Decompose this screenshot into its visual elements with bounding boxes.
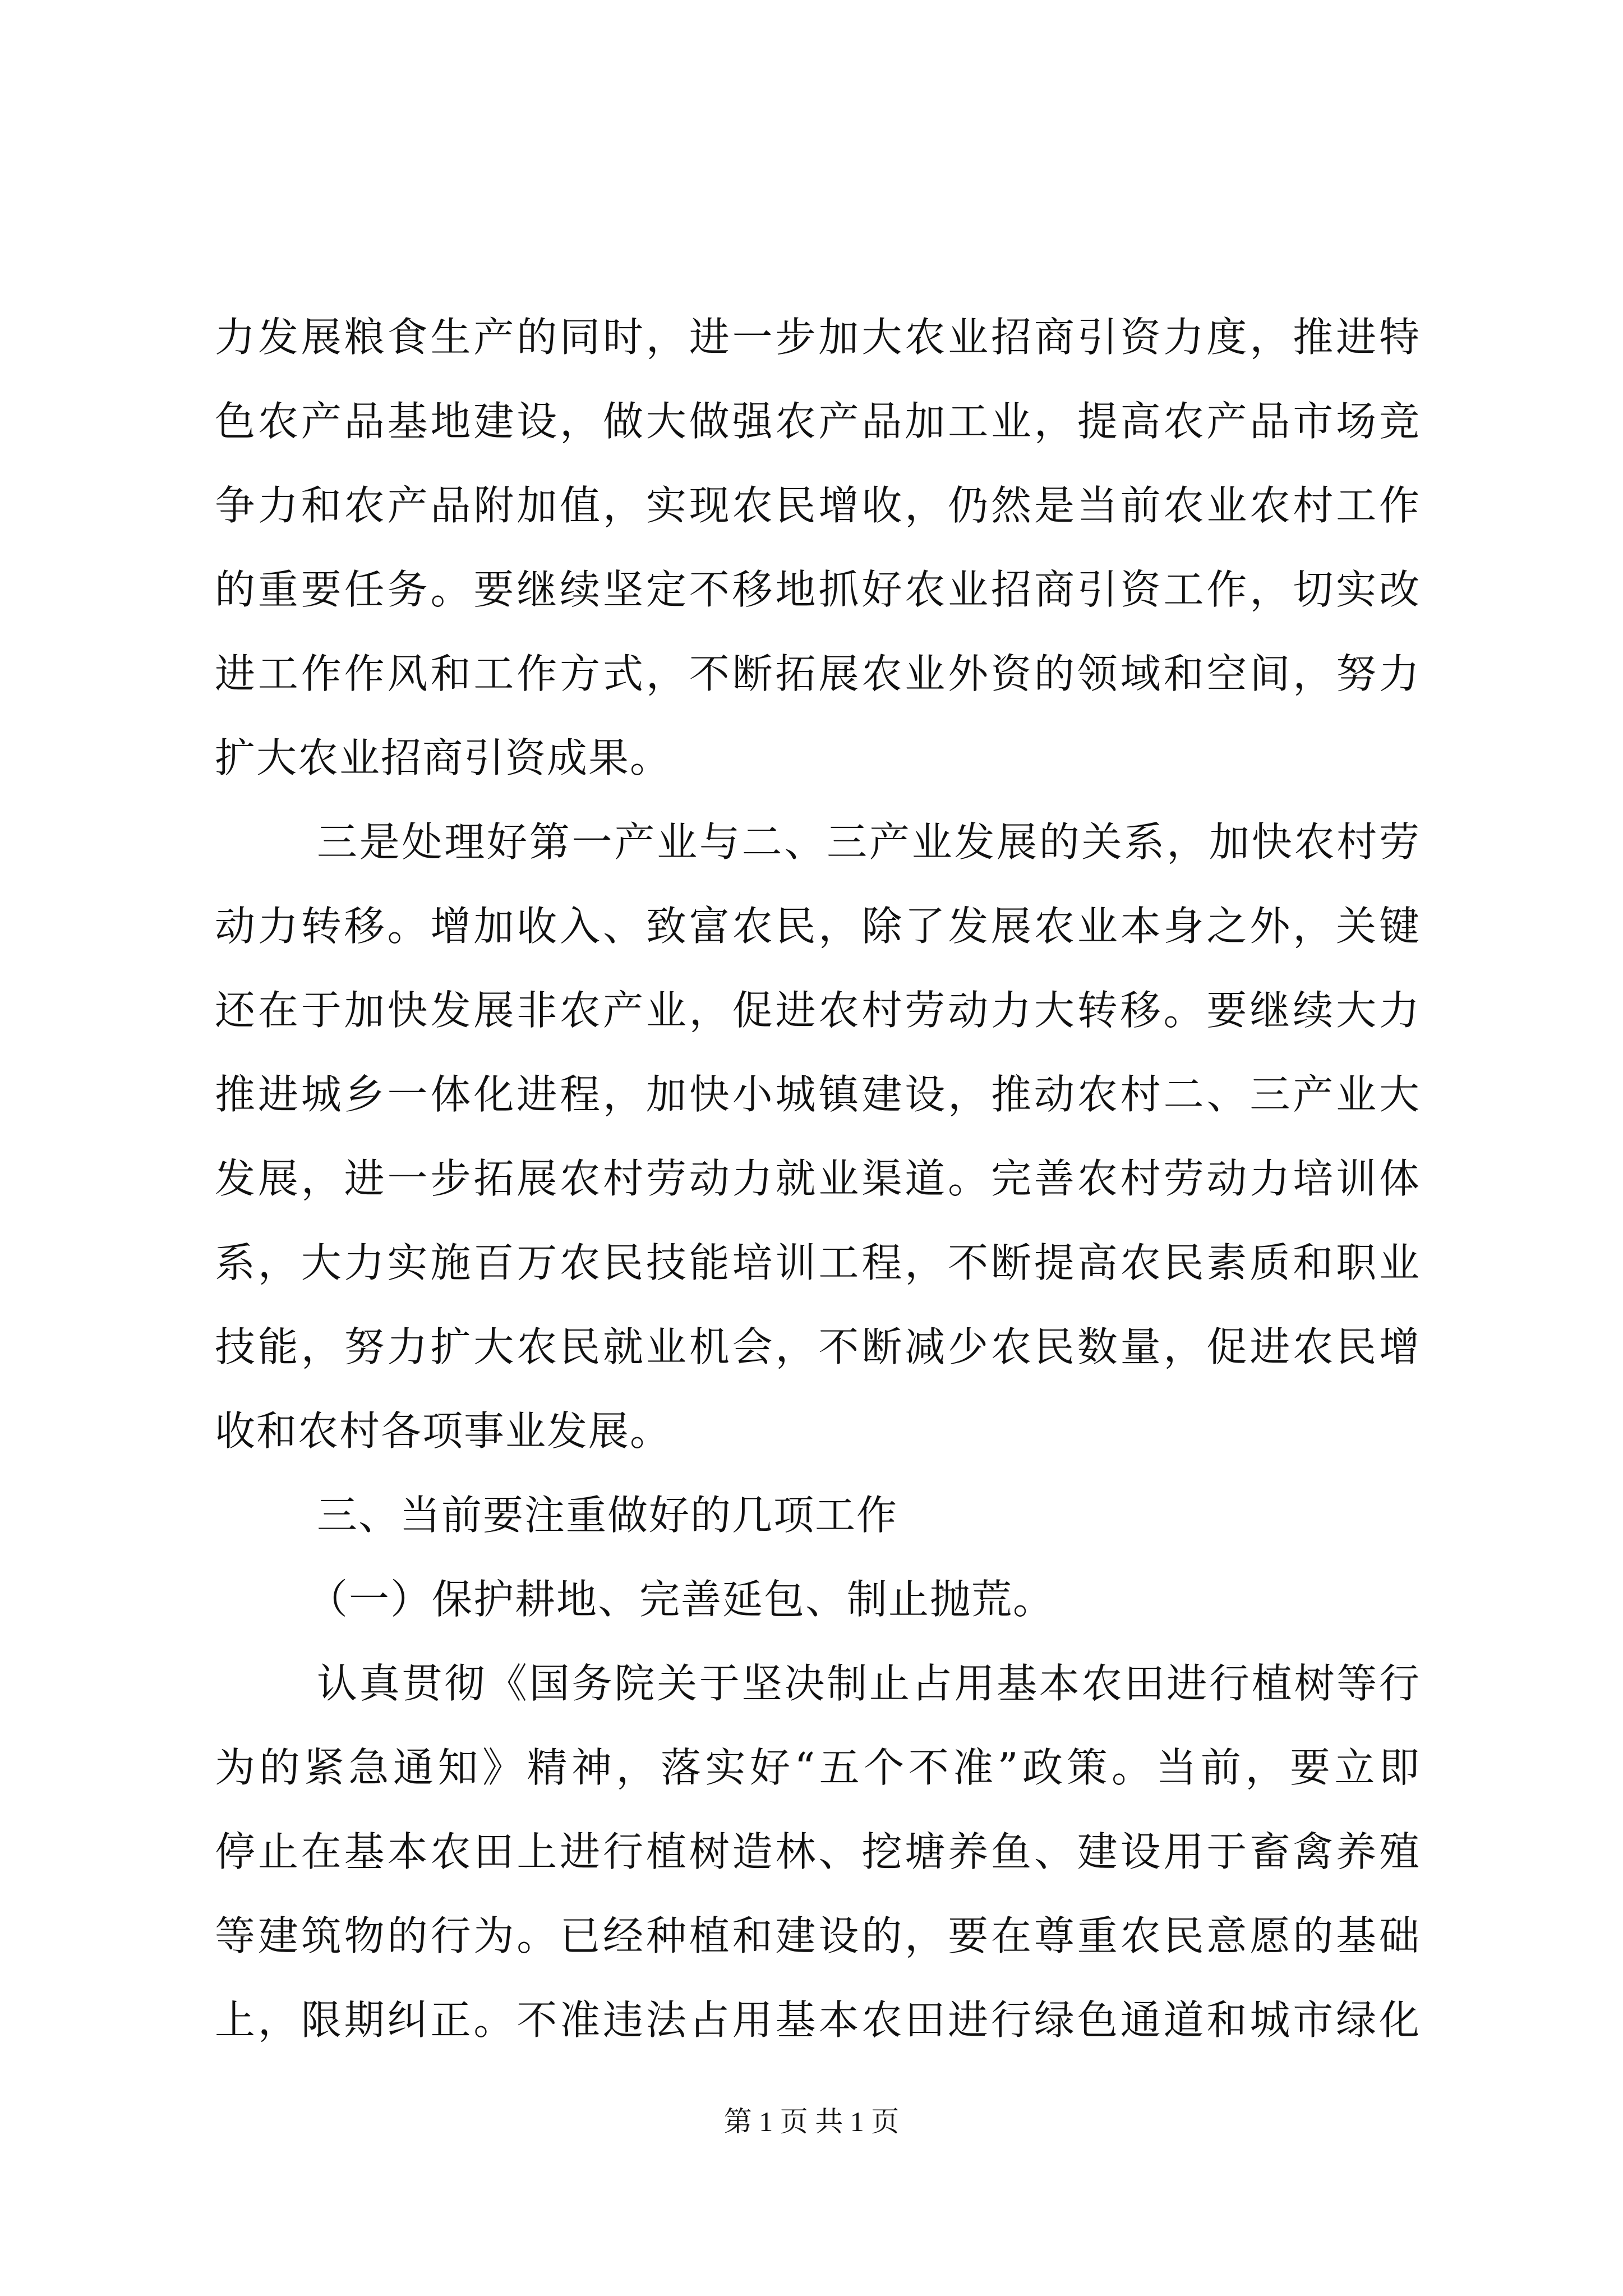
paragraph-first-line: 认真贯彻《国务院关于坚决制止占用基本农田进行植树等行 (317, 1660, 1421, 1707)
text-line: 争力和农产品附加值，实现农民增收，仍然是当前农业农村工作 (215, 482, 1421, 529)
text-line: 进工作作风和工作方式，不断拓展农业外资的领域和空间，努力 (215, 650, 1421, 697)
text-line: 收和农村各项事业发展。 (215, 1407, 672, 1455)
paragraph-first-line: 三是处理好第一产业与二、三产业发展的关系，加快农村劳 (317, 818, 1421, 866)
text-line: 为的紧急通知》精神，落实好“五个不准”政策。当前，要立即 (215, 1744, 1421, 1791)
text-line: 停止在基本农田上进行植树造林、挖塘养鱼、建设用于畜禽养殖 (215, 1828, 1421, 1875)
text-line: 技能，努力扩大农民就业机会，不断减少农民数量，促进农民增 (215, 1323, 1421, 1370)
section-heading: 三、当前要注重做好的几项工作 (317, 1492, 898, 1539)
text-line: 推进城乡一体化进程，加快小城镇建设，推动农村二、三产业大 (215, 1071, 1421, 1118)
text-line: 力发展粮食生产的同时，进一步加大农业招商引资力度，推进特 (215, 314, 1421, 361)
text-line: 等建筑物的行为。已经种植和建设的，要在尊重农民意愿的基础 (215, 1912, 1421, 1959)
subsection-heading: （一）保护耕地、完善延包、制止抛荒。 (307, 1576, 1055, 1623)
text-line: 动力转移。增加收入、致富农民，除了发展农业本身之外，关键 (215, 903, 1421, 950)
page-number-footer: 第 1 页 共 1 页 (723, 2106, 900, 2137)
text-line: 扩大农业招商引资成果。 (215, 734, 672, 781)
text-line: 系，大力实施百万农民技能培训工程，不断提高农民素质和职业 (215, 1239, 1421, 1286)
text-line: 的重要任务。要继续坚定不移地抓好农业招商引资工作，切实改 (215, 566, 1421, 613)
text-line: 色农产品基地建设，做大做强农产品加工业，提高农产品市场竞 (215, 398, 1421, 445)
text-line: 发展，进一步拓展农村劳动力就业渠道。完善农村劳动力培训体 (215, 1155, 1421, 1202)
text-line: 上，限期纠正。不准违法占用基本农田进行绿色通道和城市绿化 (215, 1996, 1421, 2044)
text-line: 还在于加快发展非农产业，促进农村劳动力大转移。要继续大力 (215, 987, 1421, 1034)
